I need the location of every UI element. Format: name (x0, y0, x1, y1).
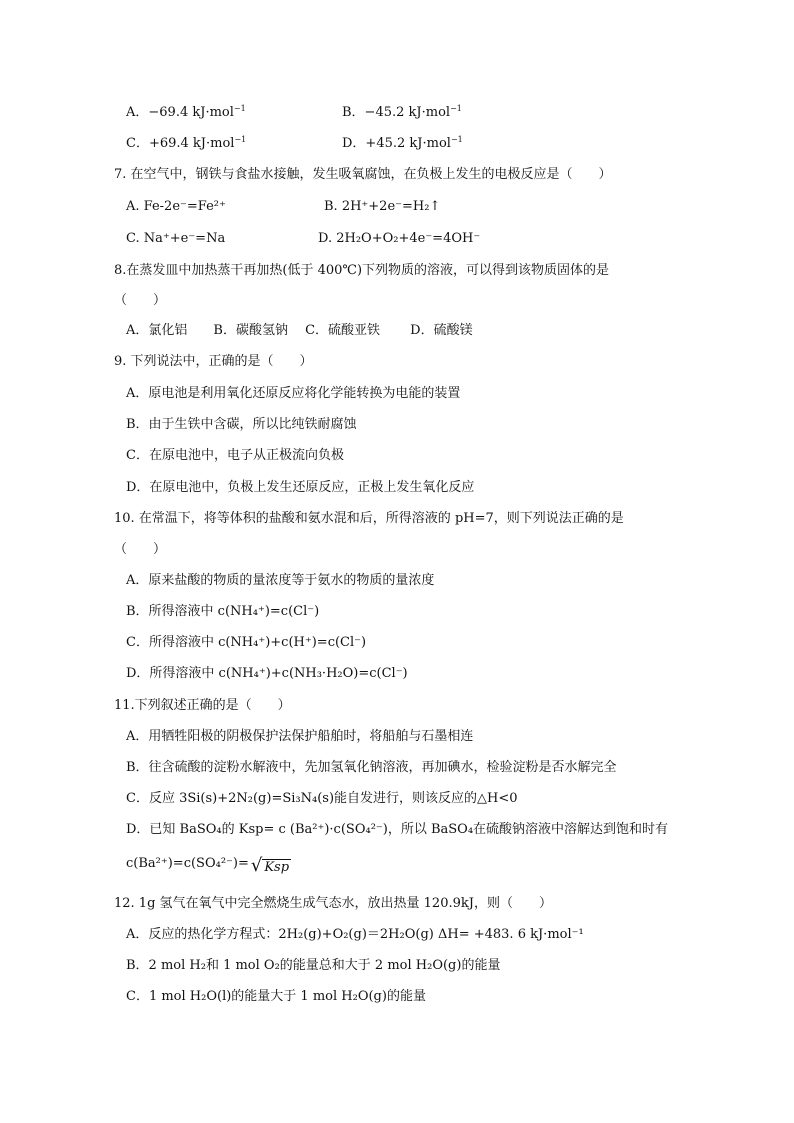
q10-option-b: B．所得溶液中 c(NH₄⁺)=c(Cl⁻) (126, 604, 320, 619)
q8-stem-cont: （ ） (114, 293, 167, 308)
q6-option-a-sup: −1 (233, 104, 246, 113)
q11-option-d-cont-text: c(Ba²⁺)=c(SO₄²⁻)= (126, 856, 249, 871)
q12-stem: 12. 1g 氢气在氧气中完全燃烧生成气态水，放出热量 120.9kJ，则（ ） (114, 896, 552, 911)
q6-option-b-text: B．−45.2 kJ·mol (342, 105, 451, 120)
q6-option-c (126, 135, 246, 153)
q10-stem-cont: （ ） (114, 542, 167, 557)
q7-option-d: D. 2H₂O+O₂+4e⁻=4OH⁻ (318, 231, 481, 246)
q7-option-a: A. Fe-2e⁻=Fe²⁺ (126, 199, 226, 214)
q6-option-d (342, 135, 463, 153)
q6-option-b-sup: −1 (450, 104, 462, 113)
q9-stem: 9. 下列说法中，正确的是（ ） (114, 354, 313, 369)
q10-option-c: C．所得溶液中 c(NH₄⁺)+c(H⁺)=c(Cl⁻) (126, 635, 367, 650)
radical-sign-icon: √ (250, 855, 263, 876)
q7-option-b: B. 2H⁺+2e⁻=H₂↑ (324, 199, 441, 214)
q6-option-d-sup: −1 (450, 135, 463, 144)
q6-option-c-text: C．+69.4 kJ·mol (126, 136, 235, 151)
q6-option-a (126, 104, 246, 122)
q11-stem: 11.下列叙述正确的是（ ） (114, 698, 291, 713)
q8-stem: 8.在蒸发皿中加热蒸干再加热(低于 400℃)下列物质的溶液，可以得到该物质固体的是 (114, 263, 610, 278)
q8-options: A．氯化铝 B．碳酸氢钠 C．硫酸亚铁 D．硫酸镁 (126, 323, 473, 338)
q10-option-d: D．所得溶液中 c(NH₄⁺)+c(NH₃·H₂O)=c(Cl⁻) (126, 666, 408, 681)
q9-option-d: D．在原电池中，负极上发生还原反应，正极上发生氧化反应 (126, 480, 475, 495)
q6-option-a-text: A．−69.4 kJ·mol (126, 105, 234, 120)
q12-option-c: C．1 mol H₂O(l)的能量大于 1 mol H₂O(g)的能量 (126, 989, 426, 1004)
q10-option-a: A．原来盐酸的物质的量浓度等于氨水的物质的量浓度 (126, 573, 435, 588)
q12-option-b: B．2 mol H₂和 1 mol O₂的能量总和大于 2 mol H₂O(g)的能量 (126, 958, 501, 973)
square-root-expression (251, 857, 291, 877)
q11-option-b: B．往含硫酸的淀粉水解液中，先加氢氧化钠溶液，再加碘水，检验淀粉是否水解完全 (126, 760, 617, 775)
q6-option-d-text: D．+45.2 kJ·mol (342, 136, 451, 151)
q10-stem: 10. 在常温下，将等体积的盐酸和氨水混和后，所得溶液的 pH=7，则下列说法正确的是 (114, 511, 624, 526)
q6-option-c-sup: −1 (234, 135, 247, 144)
q11-option-d-cont (126, 855, 291, 877)
q11-option-c: C．反应 3Si(s)+2N₂(g)=Si₃N₄(s)能自发进行，则该反应的△H<0 (126, 791, 518, 806)
q9-option-a: A．原电池是利用氧化还原反应将化学能转换为电能的装置 (126, 386, 461, 401)
q9-option-b: B．由于生铁中含碳，所以比纯铁耐腐蚀 (126, 417, 357, 432)
ksp-radicand: Ksp (264, 860, 290, 875)
q9-option-c: C．在原电池中，电子从正极流向负极 (126, 448, 344, 463)
q11-option-d: D．已知 BaSO₄的 Ksp= c (Ba²⁺)·c(SO₄²⁻)，所以 BaSO₄在硫酸钠溶液中溶解达到饱和时有 (126, 822, 669, 837)
q11-option-a: A．用牺牲阳极的阴极保护法保护船舶时，将船舶与石墨相连 (126, 729, 474, 744)
q7-stem: 7. 在空气中，钢铁与食盐水接触，发生吸氧腐蚀，在负极上发生的电极反应是（ ） (114, 167, 612, 182)
q6-option-b (342, 104, 462, 122)
q7-option-c: C. Na⁺+e⁻=Na (126, 231, 226, 246)
q12-option-a: A．反应的热化学方程式：2H₂(g)+O₂(g)＝2H₂O(g) ΔH= +483. 6 kJ·mol⁻¹ (126, 927, 584, 942)
